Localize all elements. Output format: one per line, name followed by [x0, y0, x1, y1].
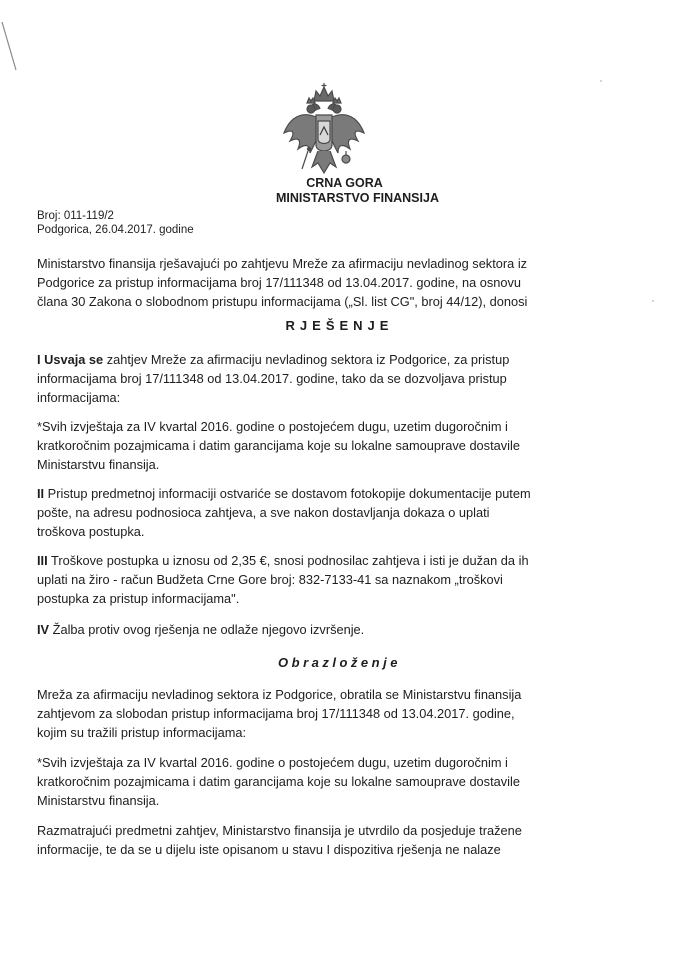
- section-iii-line: uplati na žiro - račun Budžeta Crne Gore broj: 832-7133-41 sa naznakom „troškovi: [37, 572, 503, 587]
- scan-mark-line: [0, 20, 30, 80]
- ministry-heading: MINISTARSTVO FINANSIJA: [276, 191, 439, 205]
- reasoning-title: Obrazloženje: [278, 655, 401, 670]
- document-number: Broj: 011-119/2: [37, 210, 114, 222]
- requested-info-quote-2: [37, 753, 642, 810]
- intro-line: člana 30 Zakona o slobodnom pristupu informacijama („Sl. list CG", broj 44/12), donosi: [37, 294, 528, 309]
- reasoning-line: zahtjevom za slobodan pristup informacijama broj 17/111348 od 13.04.2017. godine,: [37, 706, 515, 721]
- reasoning-line: kojim su tražili pristup informacijama:: [37, 725, 247, 740]
- reasoning-line: informacije, te da se u dijelu iste opisanom u stavu I dispozitiva rješenja ne nalaze: [37, 842, 501, 857]
- section-iv-text: Žalba protiv ovog rješenja ne odlaže njegovo izvršenje.: [49, 622, 365, 637]
- reasoning-line: Razmatrajući predmetni zahtjev, Ministarstvo finansija je utvrdilo da posjeduje tražene: [37, 823, 522, 838]
- reasoning-paragraph-2: [37, 821, 642, 859]
- section-ii-line: pošte, na adresu podnosioca zahtjeva, a sve nakon dostavljanja dokaza o uplati: [37, 505, 490, 520]
- place-and-date: Podgorica, 26.04.2017. godine: [37, 224, 194, 236]
- section-ii-line: troškova postupka.: [37, 524, 145, 539]
- section-ii: [37, 484, 642, 541]
- section-ii-label: II: [37, 486, 45, 501]
- section-ii-line: Pristup predmetnoj informaciji ostvariće se dostavom fotokopije dokumentacije putem: [44, 486, 531, 501]
- intro-line: Ministarstvo finansija rješavajući po zahtjevu Mreže za afirmaciju nevladinog sektora iz: [37, 256, 528, 271]
- section-iv: [37, 620, 642, 639]
- section-i: [37, 350, 642, 407]
- reasoning-paragraph-1: [37, 685, 642, 742]
- intro-paragraph: [37, 254, 642, 311]
- quote-line: *Svih izvještaja za IV kvartal 2016. godine o postojećem dugu, uzetim dugoročnim i: [37, 755, 508, 770]
- section-iv-label: IV: [37, 622, 50, 637]
- quote-line: *Svih izvještaja za IV kvartal 2016. godine o postojećem dugu, uzetim dugoročnim i: [37, 419, 508, 434]
- section-iii: [37, 551, 642, 608]
- quote-line: Ministarstvu finansija.: [37, 793, 160, 808]
- intro-line: Podgorice za pristup informacijama broj 17/111348 od 13.04.2017. godine, na osnovu: [37, 275, 522, 290]
- section-i-line: zahtjev Mreže za afirmaciju nevladinog sektora iz Podgorice, za pristup: [103, 352, 510, 367]
- decision-title: RJEŠENJE: [285, 318, 394, 333]
- quote-line: kratkoročnim pozajmicama i datim garancijama koje su lokalne samouprave dostavile: [37, 438, 520, 453]
- section-i-label: I Usvaja se: [37, 352, 104, 367]
- section-iii-line: postupka za pristup informacijama".: [37, 591, 240, 606]
- scan-speck: [652, 300, 654, 302]
- quote-line: Ministarstvu finansija.: [37, 457, 160, 472]
- quote-line: kratkoročnim pozajmicama i datim garancijama koje su lokalne samouprave dostavile: [37, 774, 520, 789]
- country-heading: CRNA GORA: [306, 176, 383, 190]
- section-iii-label: III: [37, 553, 48, 568]
- section-i-line: informacijama broj 17/111348 od 13.04.2017. godine, tako da se dozvoljava pristup: [37, 371, 507, 386]
- requested-info-quote: [37, 417, 642, 474]
- section-iii-line: Troškove postupka u iznosu od 2,35 €, snosi podnosilac zahtjeva i isti je dužan da ih: [47, 553, 529, 568]
- scan-speck: [600, 80, 602, 82]
- reasoning-line: Mreža za afirmaciju nevladinog sektora iz Podgorice, obratila se Ministarstvu finansija: [37, 687, 522, 702]
- section-i-line: informacijama:: [37, 390, 121, 405]
- coat-of-arms-icon: [280, 83, 368, 177]
